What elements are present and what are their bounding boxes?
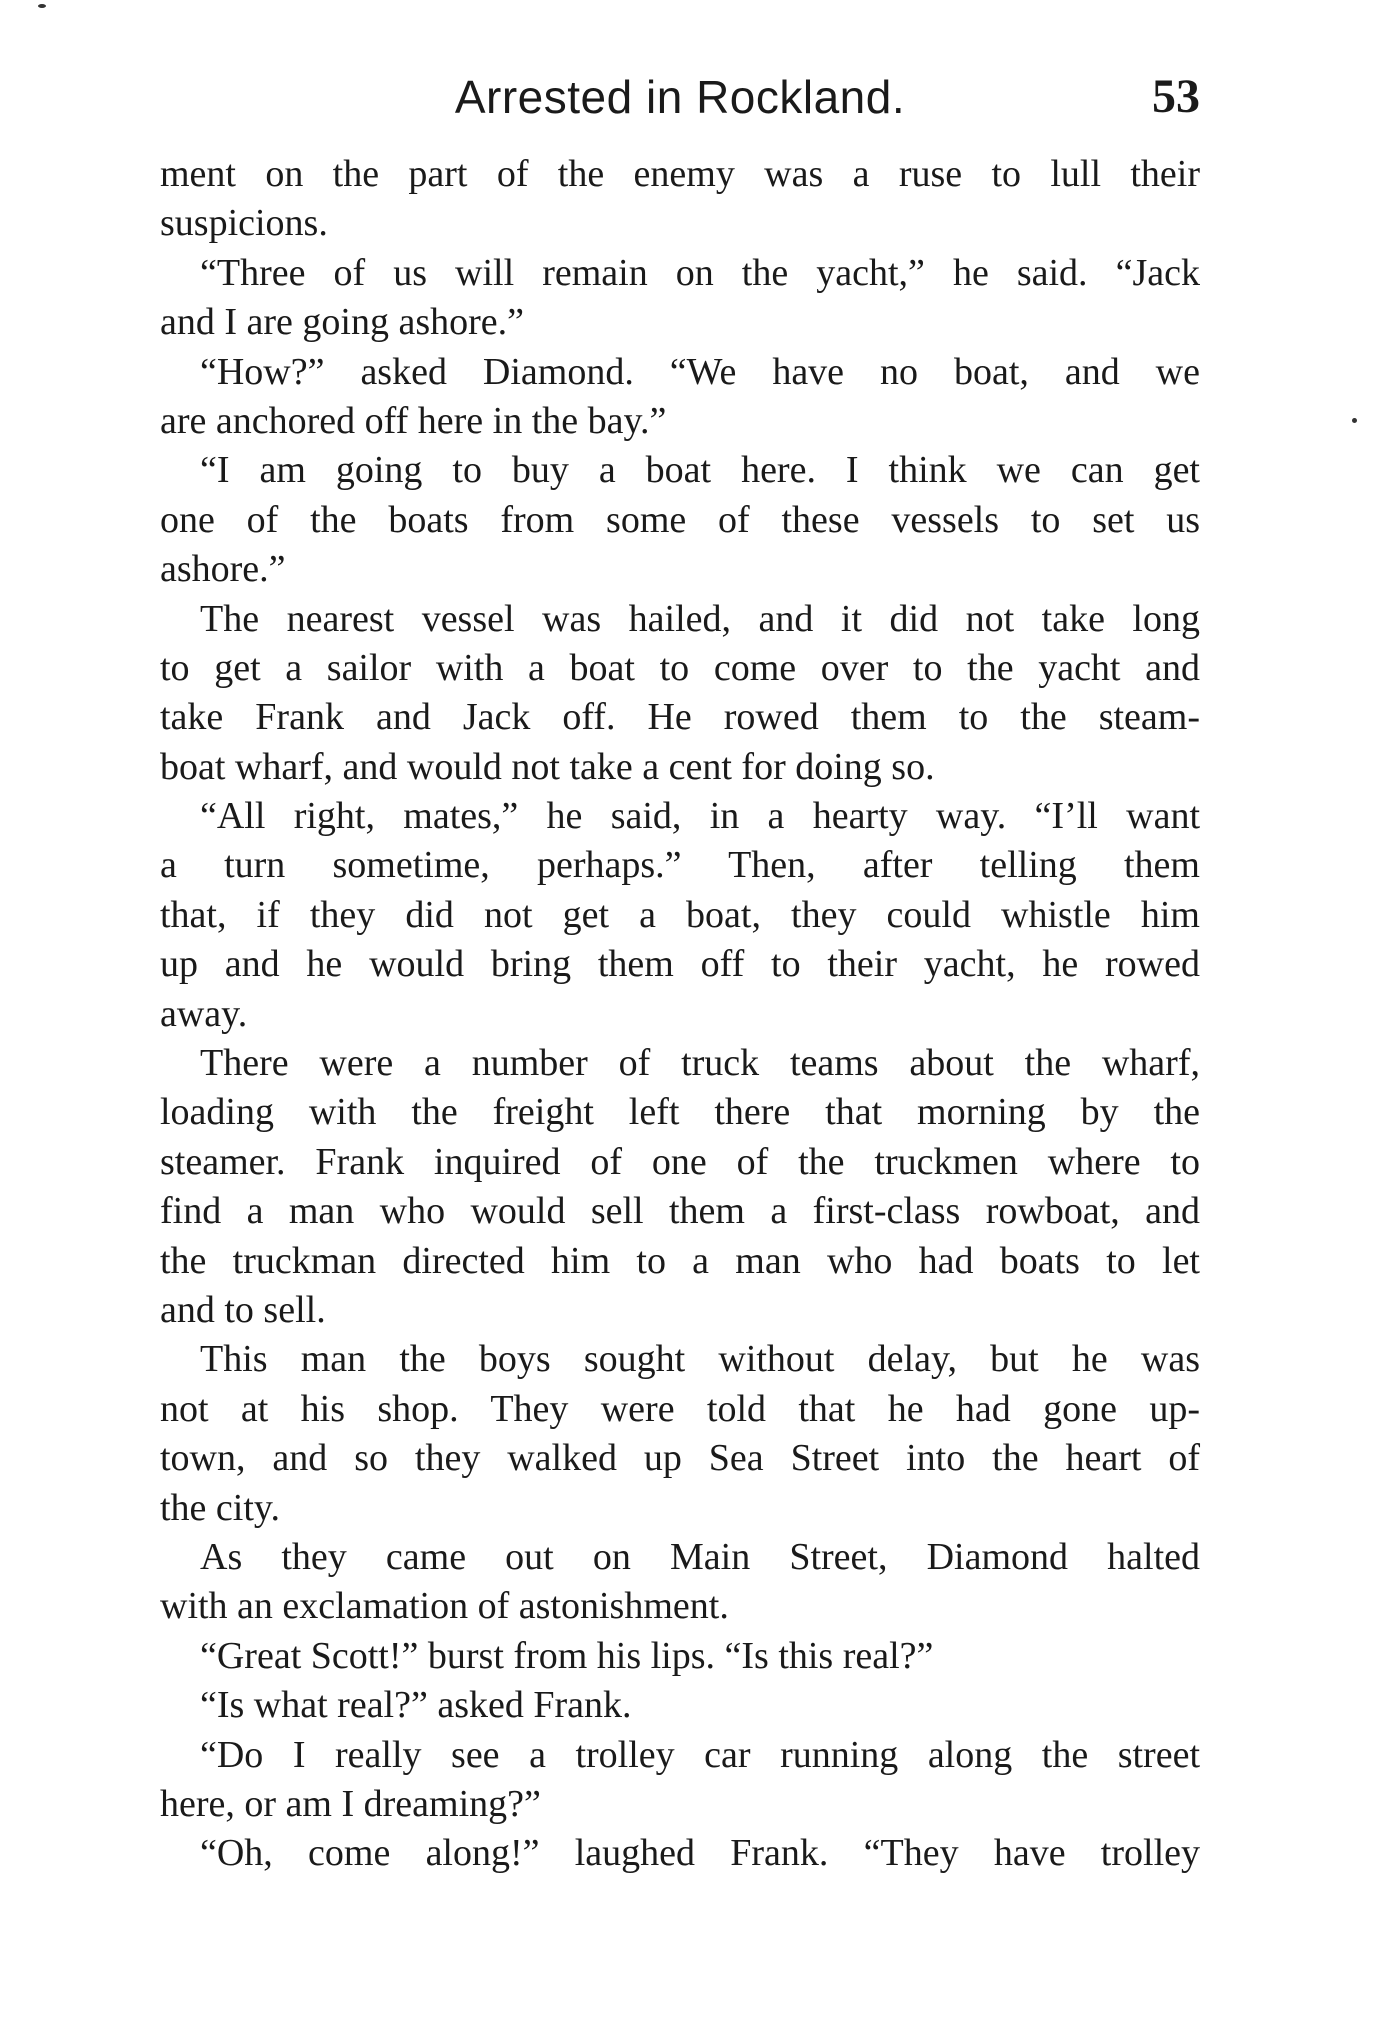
page-number: 53: [1152, 70, 1200, 123]
text-line: ashore.”: [160, 548, 286, 591]
text-line: steamer. Frank inquired of one of the truckmen where to: [160, 1140, 1200, 1183]
text-line: loading with the freight left there that morning by the: [160, 1091, 1200, 1134]
text-line: “Three of us will remain on the yacht,” he said. “Jack: [200, 251, 1200, 294]
text-line: are anchored off here in the bay.”: [160, 399, 667, 442]
text-line: boat wharf, and would not take a cent for doing so.: [160, 745, 935, 788]
text-line: take Frank and Jack off. He rowed them to the steam-: [160, 696, 1200, 739]
text-line: This man the boys sought without delay, but he was: [200, 1338, 1200, 1381]
running-title: Arrested in Rockland.: [454, 71, 906, 123]
print-speck: [1352, 418, 1357, 423]
text-line: There were a number of truck teams about the wharf,: [200, 1042, 1200, 1085]
text-line: The nearest vessel was hailed, and it did not take long: [200, 597, 1200, 640]
text-line: and to sell.: [160, 1288, 326, 1331]
text-line: town, and so they walked up Sea Street into the heart of: [160, 1437, 1200, 1480]
text-line: As they came out on Main Street, Diamond halted: [200, 1535, 1200, 1578]
text-line: here, or am I dreaming?”: [160, 1782, 541, 1825]
running-head: [160, 62, 1200, 132]
body-text: [160, 150, 1200, 1879]
text-line: one of the boats from some of these vessels to set us: [160, 498, 1200, 541]
text-line: away.: [160, 992, 248, 1035]
text-line: the city.: [160, 1486, 280, 1529]
text-line: “Is what real?” asked Frank.: [200, 1684, 632, 1727]
text-line: ment on the part of the enemy was a ruse to lull their: [160, 153, 1200, 195]
text-line: not at his shop. They were told that he had gone up-: [160, 1387, 1200, 1430]
text-line: “All right, mates,” he said, in a hearty way. “I’ll want: [200, 795, 1200, 838]
text-line: “Oh, come along!” laughed Frank. “They have trolley: [200, 1832, 1200, 1875]
print-speck: [38, 4, 46, 8]
text-line: “Great Scott!” burst from his lips. “Is this real?”: [200, 1634, 934, 1677]
text-line: “Do I really see a trolley car running along the street: [200, 1733, 1200, 1776]
text-line: a turn sometime, perhaps.” Then, after telling them: [160, 844, 1200, 887]
text-line: “I am going to buy a boat here. I think we can get: [200, 449, 1200, 492]
text-line: find a man who would sell them a first-class rowboat, and: [160, 1190, 1200, 1233]
text-line: up and he would bring them off to their yacht, he rowed: [160, 943, 1200, 986]
text-line: “How?” asked Diamond. “We have no boat, and we: [200, 350, 1200, 393]
text-line: to get a sailor with a boat to come over to the yacht and: [160, 646, 1200, 689]
text-line: with an exclamation of astonishment.: [160, 1585, 729, 1628]
text-line: and I are going ashore.”: [160, 301, 525, 344]
text-line: that, if they did not get a boat, they could whistle him: [160, 893, 1200, 936]
text-line: the truckman directed him to a man who had boats to let: [160, 1239, 1200, 1282]
text-line: suspicions.: [160, 202, 328, 245]
